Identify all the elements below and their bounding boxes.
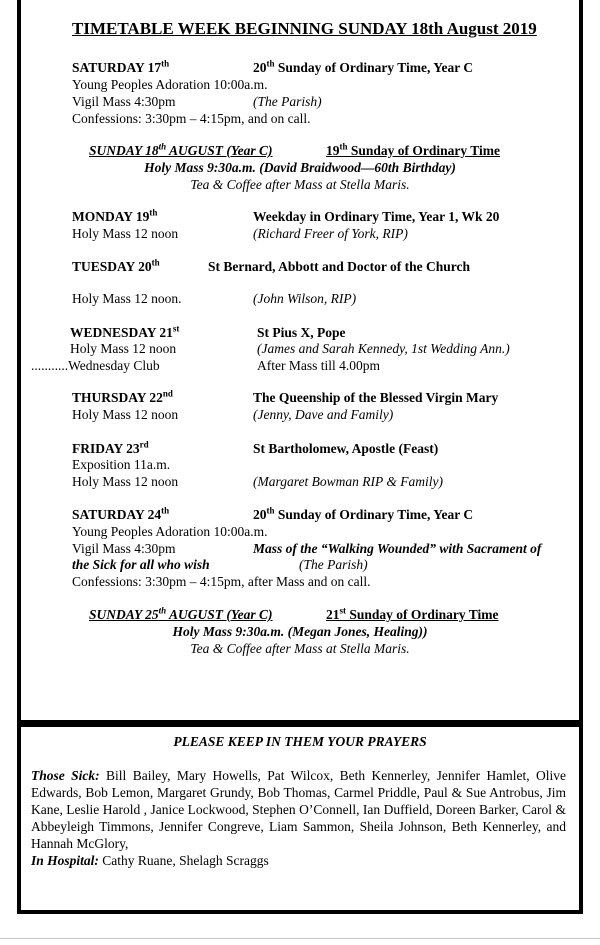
- thursday-mass-line: Holy Mass 12 noon: [72, 407, 179, 422]
- wednesday-club-line: ...........Wednesday Club: [31, 358, 160, 373]
- confessions-line-24: Confessions: 3:30pm – 4:15pm, after Mass and on call.: [72, 574, 371, 589]
- page-bottom-rule: [0, 938, 600, 939]
- sunday-18-feast: 19th Sunday of Ordinary Time: [326, 141, 501, 158]
- day-saturday-17: SATURDAY 17th: [72, 58, 170, 75]
- wednesday-mass-intention: (James and Sarah Kennedy, 1st Wedding Ann.): [257, 341, 510, 356]
- adoration-line-24: Young Peoples Adoration 10:00a.m.: [72, 524, 268, 539]
- hospital-label: In Hospital:: [31, 853, 99, 868]
- day-saturday-24: SATURDAY 24th: [72, 505, 170, 522]
- feast-friday-23: St Bartholomew, Apostle (Feast): [253, 441, 439, 456]
- adoration-line: Young Peoples Adoration 10:00a.m.: [72, 77, 268, 92]
- monday-mass-intention: (Richard Freer of York, RIP): [253, 226, 408, 241]
- friday-mass-line: Holy Mass 12 noon: [72, 474, 179, 489]
- exposition-line: Exposition 11a.m.: [72, 457, 171, 472]
- sunday-18-tea-line: Tea & Coffee after Mass at Stella Maris.: [190, 177, 410, 192]
- feast-monday-19: Weekday in Ordinary Time, Year 1, Wk 20: [253, 209, 500, 224]
- vigil-mass-intention: (The Parish): [253, 94, 322, 109]
- day-tuesday-20: TUESDAY 20th: [72, 257, 160, 274]
- day-wednesday-21: WEDNESDAY 21st: [70, 323, 180, 340]
- vigil-mass-24-intention-b: the Sick for all who wish: [72, 557, 210, 572]
- wednesday-club-time: After Mass till 4.00pm: [257, 358, 380, 373]
- sunday-25-tea-line: Tea & Coffee after Mass at Stella Maris.: [190, 641, 410, 656]
- vigil-mass-line: Vigil Mass 4:30pm: [72, 94, 176, 109]
- confessions-line: Confessions: 3:30pm – 4:15pm, and on call.: [72, 111, 311, 126]
- sunday-18-heading: SUNDAY 18th AUGUST (Year C): [89, 141, 273, 158]
- wednesday-mass-line: Holy Mass 12 noon: [70, 341, 177, 356]
- thursday-mass-intention: (Jenny, Dave and Family): [253, 407, 394, 422]
- friday-mass-intention: (Margaret Bowman RIP & Family): [253, 474, 443, 489]
- feast-wednesday-21: St Pius X, Pope: [257, 325, 346, 340]
- prayer-list: [31, 767, 566, 869]
- tuesday-mass-intention: (John Wilson, RIP): [253, 291, 357, 306]
- day-friday-23: FRIDAY 23rd: [72, 439, 149, 456]
- sunday-18-mass-line: Holy Mass 9:30a.m. (David Braidwood—60th Birthday): [144, 160, 456, 175]
- sick-label: Those Sick:: [31, 768, 100, 783]
- sunday-25-feast: 21st Sunday of Ordinary Time: [326, 605, 499, 622]
- tuesday-mass-line: Holy Mass 12 noon.: [72, 291, 182, 306]
- vigil-mass-line-24: Vigil Mass 4:30pm: [72, 541, 176, 556]
- sick-names: Bill Bailey, Mary Howells, Pat Wilcox, Beth Kennerley, Jennifer Hamlet, Olive Edwards, Bob Lemon, Margaret Grundy, Bob Thomas, Carmel Priddle, Paul & Sue Antrobus, Jim Kane, Leslie Harold , Janice Lockwood, Stephen O’Connell, Ian Duffield, Doreen Barker, Carol & Abbeyleigh Timmons, Jennifer Congreve, Liam Sammon, Sheila Johnson, Beth Kennerley, and Hannah McGlory,: [31, 768, 567, 851]
- page-title: TIMETABLE WEEK BEGINNING SUNDAY 18th August 2019: [72, 19, 537, 38]
- feast-thursday-22: The Queenship of the Blessed Virgin Mary: [253, 390, 499, 405]
- day-monday-19: MONDAY 19th: [72, 207, 158, 224]
- hospital-names: Cathy Ruane, Shelagh Scraggs: [98, 853, 269, 868]
- vigil-mass-24-intention-a: Mass of the “Walking Wounded” with Sacrament of: [253, 541, 542, 556]
- vigil-mass-24-intention-c: (The Parish): [299, 557, 368, 572]
- sunday-25-mass-line: Holy Mass 9:30a.m. (Megan Jones, Healing)): [172, 624, 428, 639]
- prayers-heading: PLEASE KEEP IN THEM YOUR PRAYERS: [173, 734, 427, 749]
- feast-saturday-17: 20th Sunday of Ordinary Time, Year C: [253, 58, 474, 75]
- sunday-25-heading: SUNDAY 25th AUGUST (Year C): [89, 605, 273, 622]
- feast-saturday-24: 20th Sunday of Ordinary Time, Year C: [253, 505, 474, 522]
- feast-tuesday-20: St Bernard, Abbott and Doctor of the Church: [208, 259, 471, 274]
- day-thursday-22: THURSDAY 22nd: [72, 388, 173, 405]
- monday-mass-line: Holy Mass 12 noon: [72, 226, 179, 241]
